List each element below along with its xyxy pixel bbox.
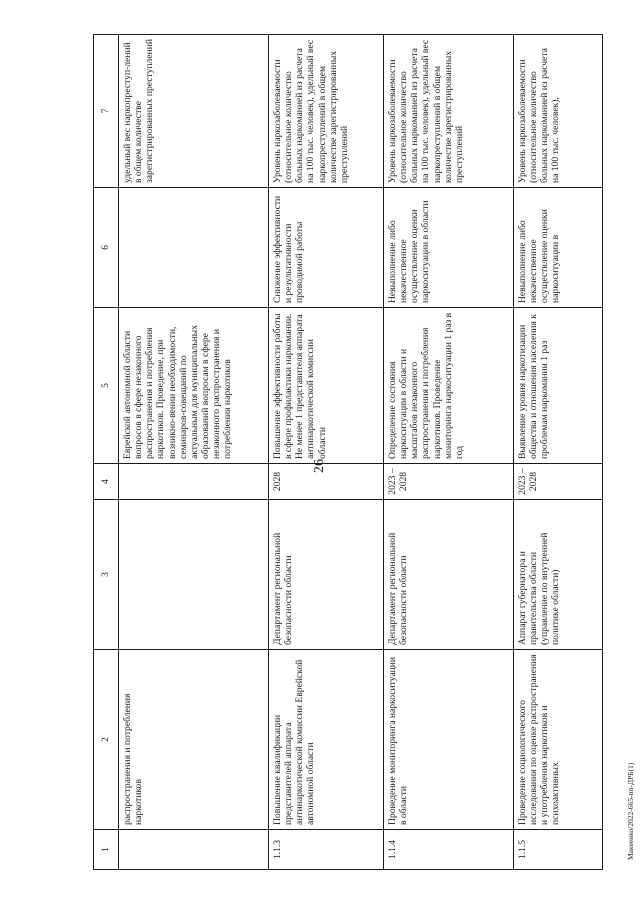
table-row xyxy=(514,35,603,870)
table-row xyxy=(119,35,269,870)
table-row xyxy=(384,35,514,870)
executor: Департамент региональной безопасности области xyxy=(269,500,384,650)
header-cell: 6 xyxy=(94,188,119,308)
executor: Департамент региональной безопасности области xyxy=(384,500,514,650)
header-cell: 1 xyxy=(94,830,119,870)
indicator: Уровень наркозаболеваемости (относительное количество больных наркоманией из расчета на 100 тыс. человек), удельный вес наркопреступлений в общем количестве зарегистрированных преступлений xyxy=(269,35,384,188)
implementation-period: 2028 xyxy=(269,464,384,500)
document-footer: Макеенко/2022-665-пп-ДРБ(1) xyxy=(626,762,635,860)
page-number: 26 xyxy=(312,459,327,473)
row-number xyxy=(119,830,269,870)
executor: Аппарат губернатора и правительства области (управление по внутренней политике области) xyxy=(514,500,603,650)
program-table-rotated xyxy=(93,35,603,870)
expected-result: Еврейской автономной области вопросов в сфере незаконного распространения и потребления наркотиков. Проведение, при возникно-вении необходимости, семинаров-совещаний по актуальным для муниципальных образований вопросам в сфере незаконного распространения и потребления наркотиков xyxy=(119,308,269,464)
executor xyxy=(119,500,269,650)
header-cell: 4 xyxy=(94,464,119,500)
implementation-period: 2023 – 2028 xyxy=(514,464,603,500)
consequence xyxy=(119,188,269,308)
implementation-period xyxy=(119,464,269,500)
expected-result: Повышение эффективности работы в сфере профилактики наркомании. Не менее 1 представителя аппарата антинаркотической комиссии области xyxy=(269,308,384,464)
consequence: Снижение эффективности и результативности проводимой работы xyxy=(269,188,384,308)
indicator: удельный вес наркопреступ-лений в общем количестве зарегистрированных преступлений xyxy=(119,35,269,188)
indicator: Уровень наркозаболеваемости (относительное количество больных наркоманией из расчета на 100 тыс. человек), xyxy=(514,35,603,188)
header-cell: 5 xyxy=(94,308,119,464)
expected-result: Определение состояния наркоситуации в области и масштабов незаконного распространения и потребления наркотиков. Проведение мониторинга наркоситуации 1 раз в год xyxy=(384,308,514,464)
measure-name: распространения и потребления наркотиков xyxy=(119,650,269,830)
measure-name: Проведение мониторинга наркоситуации в области xyxy=(384,650,514,830)
measure-name: Проведение социологического исследования по оценке распространения и употребления наркотиков и психоактивных xyxy=(514,650,603,830)
implementation-period: 2023 – 2028 xyxy=(384,464,514,500)
row-number: 1.1.5 xyxy=(514,830,603,870)
header-cell: 7 xyxy=(94,35,119,188)
consequence: Невыполнение либо некачественное осуществление оценки наркоситуации в области xyxy=(384,188,514,308)
consequence: Невыполнение либо некачественное осуществление оценки наркоситуации в xyxy=(514,188,603,308)
expected-result: Выявление уровня наркотизации общества и отношения населения к проблемам наркомании 1 раз xyxy=(514,308,603,464)
table-row xyxy=(269,35,384,870)
measure-name: Повышение квалификации представителей аппарата антинаркотической комиссии Еврейской автономной области xyxy=(269,650,384,830)
indicator: Уровень наркозаболеваемости (относительное количество больных наркоманией из расчета на 100 тыс. человек), удельный вес наркопреступлений в общем количестве зарегистрированных преступлений xyxy=(384,35,514,188)
header-cell: 3 xyxy=(94,500,119,650)
row-number: 1.1.3 xyxy=(269,830,384,870)
row-number: 1.1.4 xyxy=(384,830,514,870)
header-cell: 2 xyxy=(94,650,119,830)
program-table xyxy=(93,34,603,870)
header-row xyxy=(94,35,119,870)
